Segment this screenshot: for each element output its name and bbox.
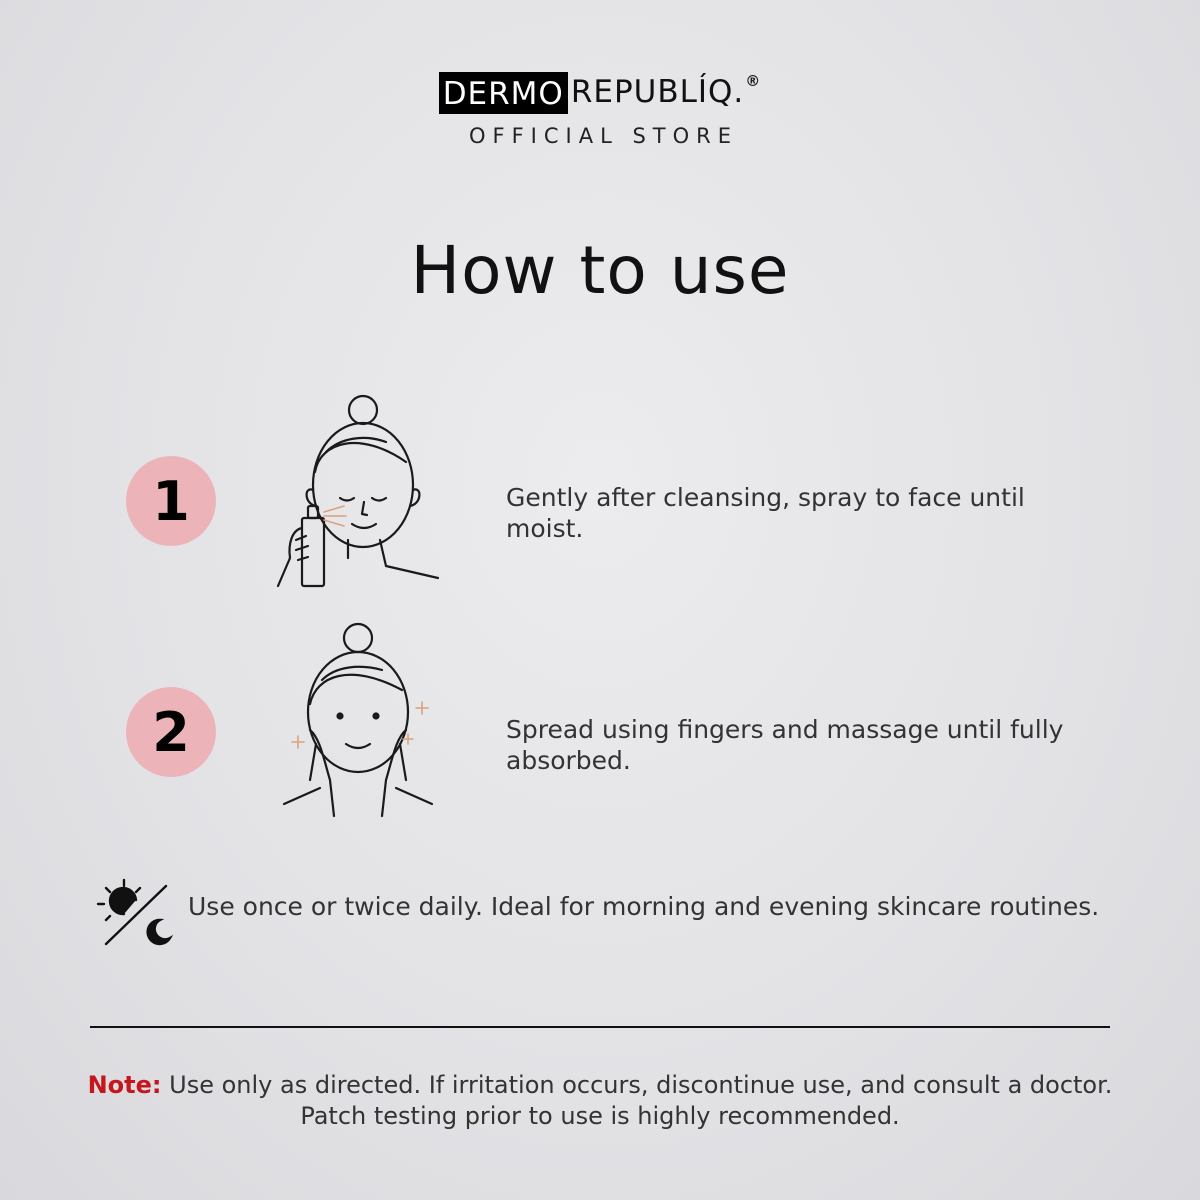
daily-usage <box>94 876 1154 952</box>
daily-usage-text: Use once or twice daily. Ideal for morning and evening skincare routines. <box>188 892 1100 921</box>
page-title: How to use <box>410 232 790 309</box>
note-label: Note: <box>87 1071 162 1099</box>
note-line-2: Patch testing prior to use is highly recommended. <box>300 1102 900 1130</box>
day-night-icon <box>94 876 174 952</box>
brand-wordmark <box>439 72 762 114</box>
step-number-2: 2 <box>126 687 216 777</box>
face-spray-icon <box>268 390 448 592</box>
face-massage-icon <box>280 620 440 820</box>
brand-subtitle: OFFICIAL STORE <box>468 124 739 148</box>
brand-name-rest: REPUBLÍQ. <box>570 74 745 110</box>
divider <box>90 1026 1110 1028</box>
registered-mark: ® <box>745 72 762 90</box>
note-line-1 <box>0 1070 1200 1101</box>
step-text-1: Gently after cleansing, spray to face until moist. <box>506 483 1025 543</box>
note <box>0 1070 1200 1132</box>
note-text: Use only as directed. If irritation occurs, discontinue use, and consult a doctor. <box>169 1071 1113 1099</box>
step-number-1: 1 <box>126 456 216 546</box>
brand-name-box: DERMO <box>439 72 568 114</box>
step-text-2: Spread using fingers and massage until fully absorbed. <box>506 715 1064 775</box>
brand-logo <box>0 72 1200 148</box>
